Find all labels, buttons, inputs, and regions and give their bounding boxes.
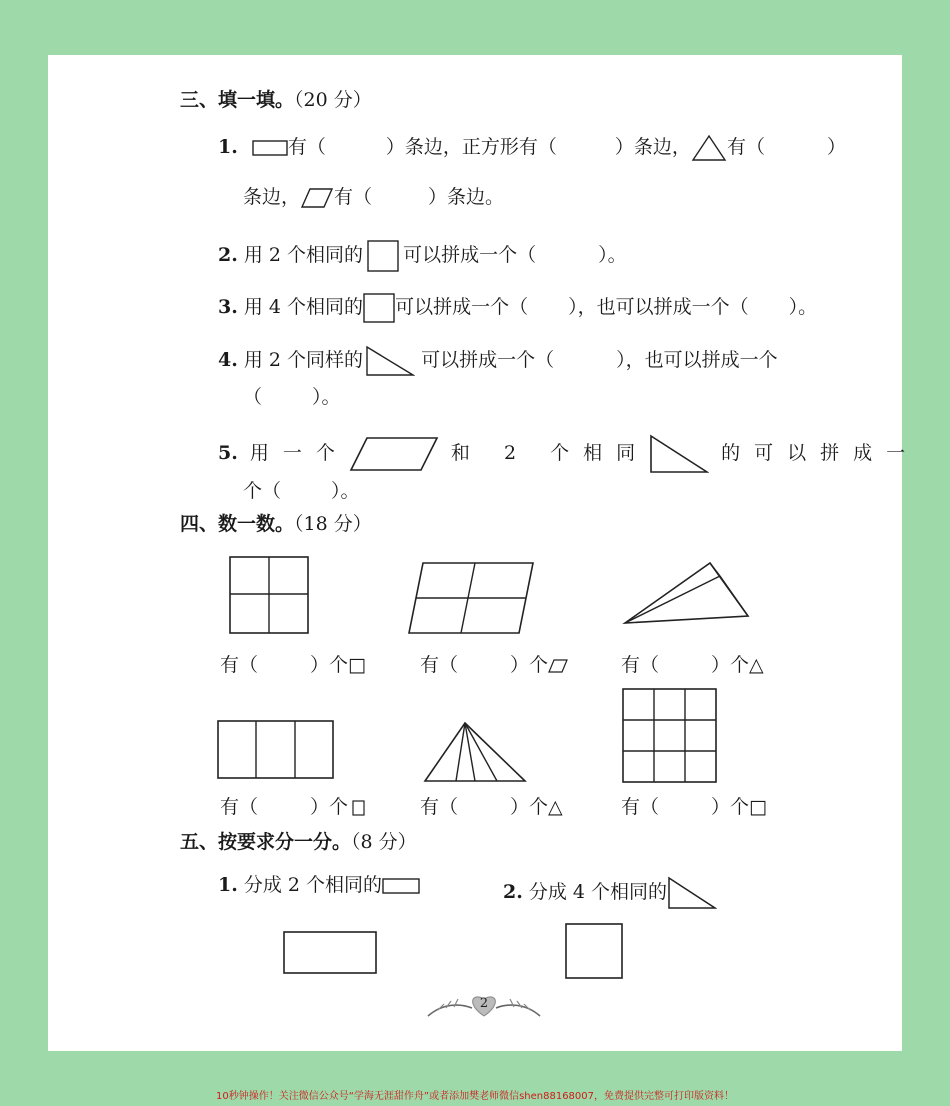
parallelogram-icon <box>300 187 334 209</box>
divide-rectangle <box>282 930 378 975</box>
square-icon <box>367 240 399 272</box>
count-answer-5: 有（ ）个△ <box>420 796 563 818</box>
q5-line2: 个（ ）。 <box>243 480 360 502</box>
count-answer-3: 有（ ）个△ <box>621 654 764 676</box>
count-figure-rectangles-3 <box>216 719 336 781</box>
count-answer-2: 有（ ）个 <box>420 656 568 675</box>
q4-line1: 4. 用 2 个同样的 可以拼成一个（ ），也可以拼成一个 <box>218 345 778 377</box>
parallelogram-icon <box>548 659 568 673</box>
divide-square <box>564 922 624 980</box>
q1-line1: 1. 有（ ）条边，正方形有（ ）条边， 有（ ） <box>218 134 846 162</box>
q5-line1: 5. 用一个 和 2 个相同 的可以拼成一 <box>218 434 919 474</box>
section3-title: 三、填一填。（20 分） <box>180 89 372 111</box>
right-triangle-icon <box>649 434 709 474</box>
right-triangle-icon <box>667 876 717 910</box>
rectangle-icon <box>352 800 366 816</box>
section5-title: 五、按要求分一分。（8 分） <box>180 831 417 853</box>
count-answer-1: 有（ ）个□ <box>220 654 366 676</box>
section4-title: 四、数一数。（18 分） <box>180 513 372 535</box>
count-figure-triangles-b <box>423 720 527 784</box>
rectangle-icon <box>382 878 420 894</box>
count-answer-6: 有（ ）个□ <box>621 796 767 818</box>
parallelogram-icon <box>349 436 439 472</box>
count-figure-squares-3x3 <box>621 687 719 785</box>
footer-promo-text: 10秒钟操作！关注微信公众号“学海无涯甜作舟”或者添加樊老师微信shen88168007，免费提供完整可打印版资料！ <box>215 1091 735 1102</box>
q1-line2: 条边， 有（ ）条边。 <box>243 186 505 208</box>
triangle-icon <box>691 134 727 162</box>
count-figure-squares-2x2 <box>228 555 312 635</box>
count-answer-4: 有（ ）个 <box>220 798 366 817</box>
page-number: 2 <box>479 996 489 1011</box>
q3-line: 3. 用 4 个相同的 可以拼成一个（ ），也可以拼成一个（ ）。 <box>218 293 817 323</box>
rectangle-icon <box>252 140 288 156</box>
right-triangle-icon <box>365 345 415 377</box>
count-figure-triangles-a <box>622 560 750 626</box>
q4-line2: （ ）。 <box>243 386 341 408</box>
square-icon <box>363 293 395 323</box>
divide-q2: 2. 分成 4 个相同的 <box>503 876 717 910</box>
q2-line: 2. 用 2 个相同的 可以拼成一个（ ）。 <box>218 240 627 272</box>
count-figure-parallelograms <box>407 560 537 636</box>
divide-q1: 1. 分成 2 个相同的 <box>218 876 420 895</box>
